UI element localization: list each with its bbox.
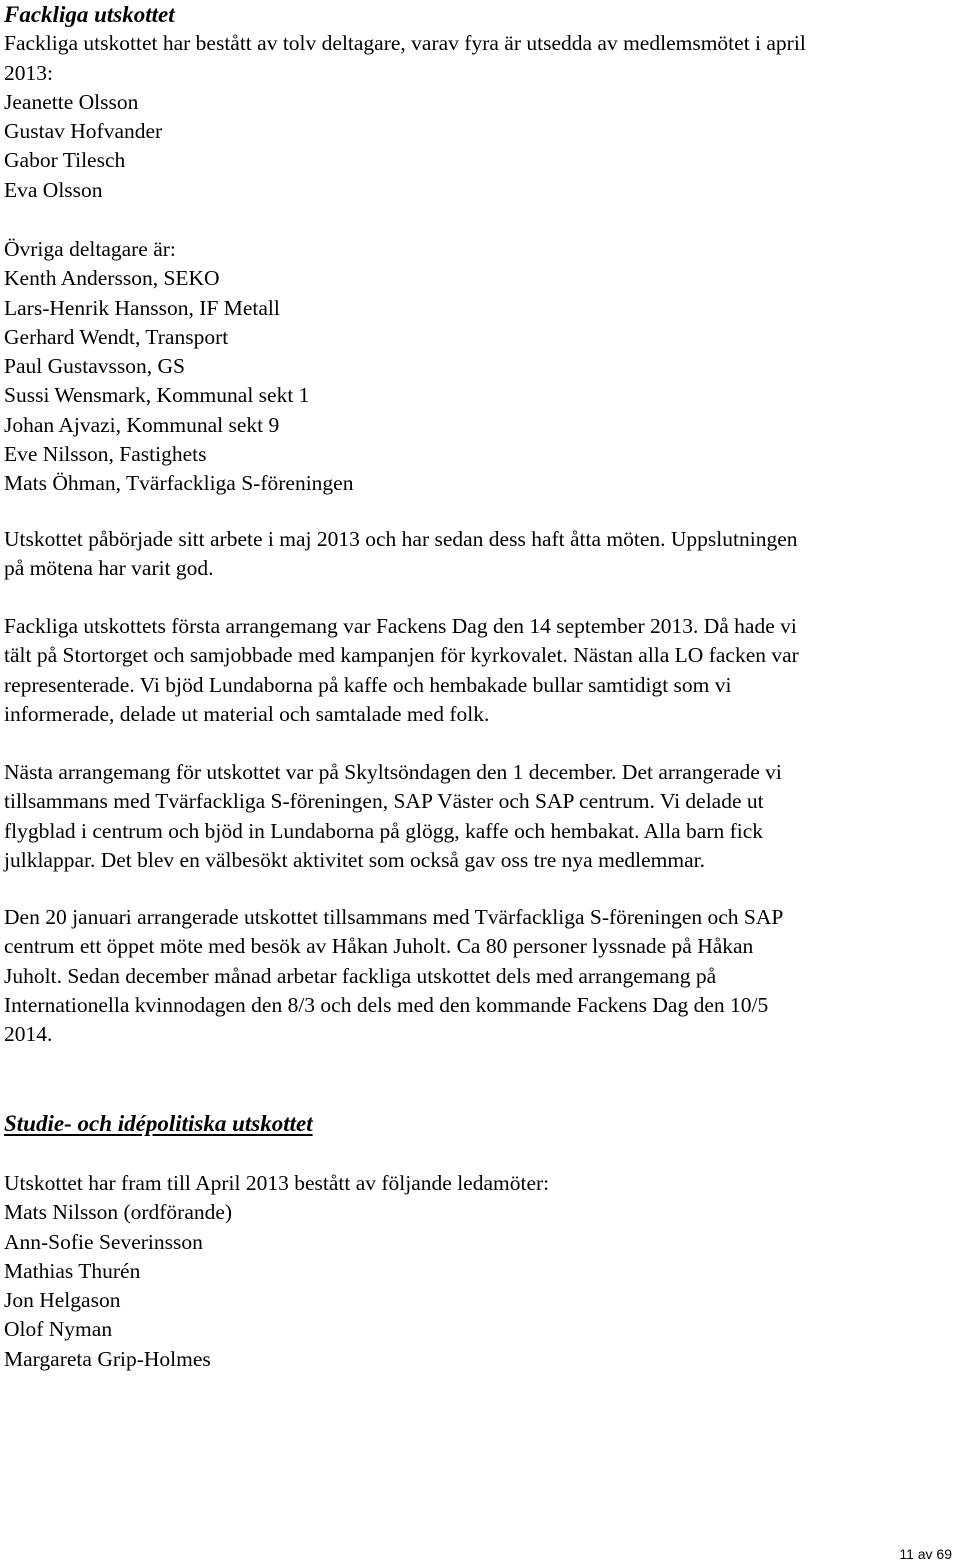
intro-line: 2013: bbox=[4, 60, 53, 85]
section-heading-fackliga: Fackliga utskottet bbox=[4, 2, 175, 27]
paragraph-line: på mötena har varit god. bbox=[4, 556, 214, 581]
paragraph-line: Fackliga utskottets första arrangemang var Fackens Dag den 14 september 2013. Då hade vi bbox=[4, 614, 797, 638]
participant: Lars-Henrik Hansson, IF Metall bbox=[4, 295, 280, 320]
member: Olof Nyman bbox=[4, 1317, 113, 1342]
paragraph-line: centrum ett öppet möte med besök av Håkan Juholt. Ca 80 personer lyssnade på Håkan bbox=[4, 934, 754, 959]
member: Ann-Sofie Severinsson bbox=[4, 1229, 203, 1254]
studie-members bbox=[4, 1169, 549, 1374]
paragraph-line: flygblad i centrum och bjöd in Lundaborna på glögg, kaffe och hembakat. Alla barn fick bbox=[4, 818, 764, 843]
participant: Mats Öhman, Tvärfackliga S-föreningen bbox=[4, 471, 354, 496]
paragraph-line: tillsammans med Tvärfackliga S-föreningen, SAP Väster och SAP centrum. Vi delade ut bbox=[4, 789, 764, 814]
participant: Eve Nilsson, Fastighets bbox=[4, 442, 207, 467]
elected-member: Gabor Tilesch bbox=[4, 148, 126, 173]
member: Margareta Grip-Holmes bbox=[4, 1346, 211, 1371]
elected-member: Eva Olsson bbox=[4, 177, 103, 202]
paragraph-line: Internationella kvinnodagen den 8/3 och dels med den kommande Fackens Dag den 10/5 bbox=[4, 992, 769, 1017]
members-intro: Utskottet har fram till April 2013 bestått av följande ledamöter: bbox=[4, 1171, 550, 1195]
participant: Kenth Andersson, SEKO bbox=[4, 266, 220, 291]
participant: Sussi Wensmark, Kommunal sekt 1 bbox=[4, 383, 310, 408]
member: Mathias Thurén bbox=[4, 1258, 141, 1283]
paragraph-line: Utskottet påbörjade sitt arbete i maj 2013 och har sedan dess haft åtta möten. Uppslutningen bbox=[4, 527, 798, 551]
elected-member: Jeanette Olsson bbox=[4, 89, 139, 114]
participant: Paul Gustavsson, GS bbox=[4, 354, 185, 379]
paragraph-line: Nästa arrangemang för utskottet var på Skyltsöndagen den 1 december. Det arrangerade vi bbox=[4, 760, 782, 784]
page-number: 11 av 69 bbox=[899, 1546, 952, 1562]
paragraph-line: julklappar. Det blev en välbesökt aktivitet som också gav oss tre nya medlemmar. bbox=[4, 847, 705, 872]
paragraph-line: Juholt. Sedan december månad arbetar fackliga utskottet dels med arrangemang på bbox=[4, 963, 717, 988]
others-label: Övriga deltagare är: bbox=[4, 237, 176, 261]
elected-member: Gustav Hofvander bbox=[4, 119, 163, 144]
paragraph-line: tält på Stortorget och samjobbade med kampanjen för kyrkovalet. Nästan alla LO facken var bbox=[4, 643, 799, 668]
paragraph-skyltsondag bbox=[4, 758, 782, 875]
member: Mats Nilsson (ordförande) bbox=[4, 1200, 233, 1225]
paragraph-januari bbox=[4, 903, 783, 1049]
paragraph-line: Den 20 januari arrangerade utskottet tillsammans med Tvärfackliga S-föreningen och SAP bbox=[4, 905, 784, 929]
section-fackliga bbox=[4, 0, 806, 205]
section-studie bbox=[4, 1109, 313, 1138]
participant: Johan Ajvazi, Kommunal sekt 9 bbox=[4, 412, 280, 437]
paragraph-line: 2014. bbox=[4, 1022, 53, 1047]
paragraph-line: informerade, delade ut material och samtalade med folk. bbox=[4, 701, 490, 726]
paragraph-line: representerade. Vi bjöd Lundaborna på kaffe och hembakade bullar samtidigt som vi bbox=[4, 672, 732, 697]
other-participants bbox=[4, 235, 353, 499]
paragraph-fackens-dag bbox=[4, 612, 799, 729]
paragraph-meetings bbox=[4, 525, 798, 584]
participant: Gerhard Wendt, Transport bbox=[4, 324, 229, 349]
section-heading-studie: Studie- och idépolitiska utskottet bbox=[4, 1111, 313, 1136]
member: Jon Helgason bbox=[4, 1288, 121, 1313]
intro-line: Fackliga utskottet har bestått av tolv deltagare, varav fyra är utsedda av medlemsmötet i april bbox=[4, 31, 806, 56]
